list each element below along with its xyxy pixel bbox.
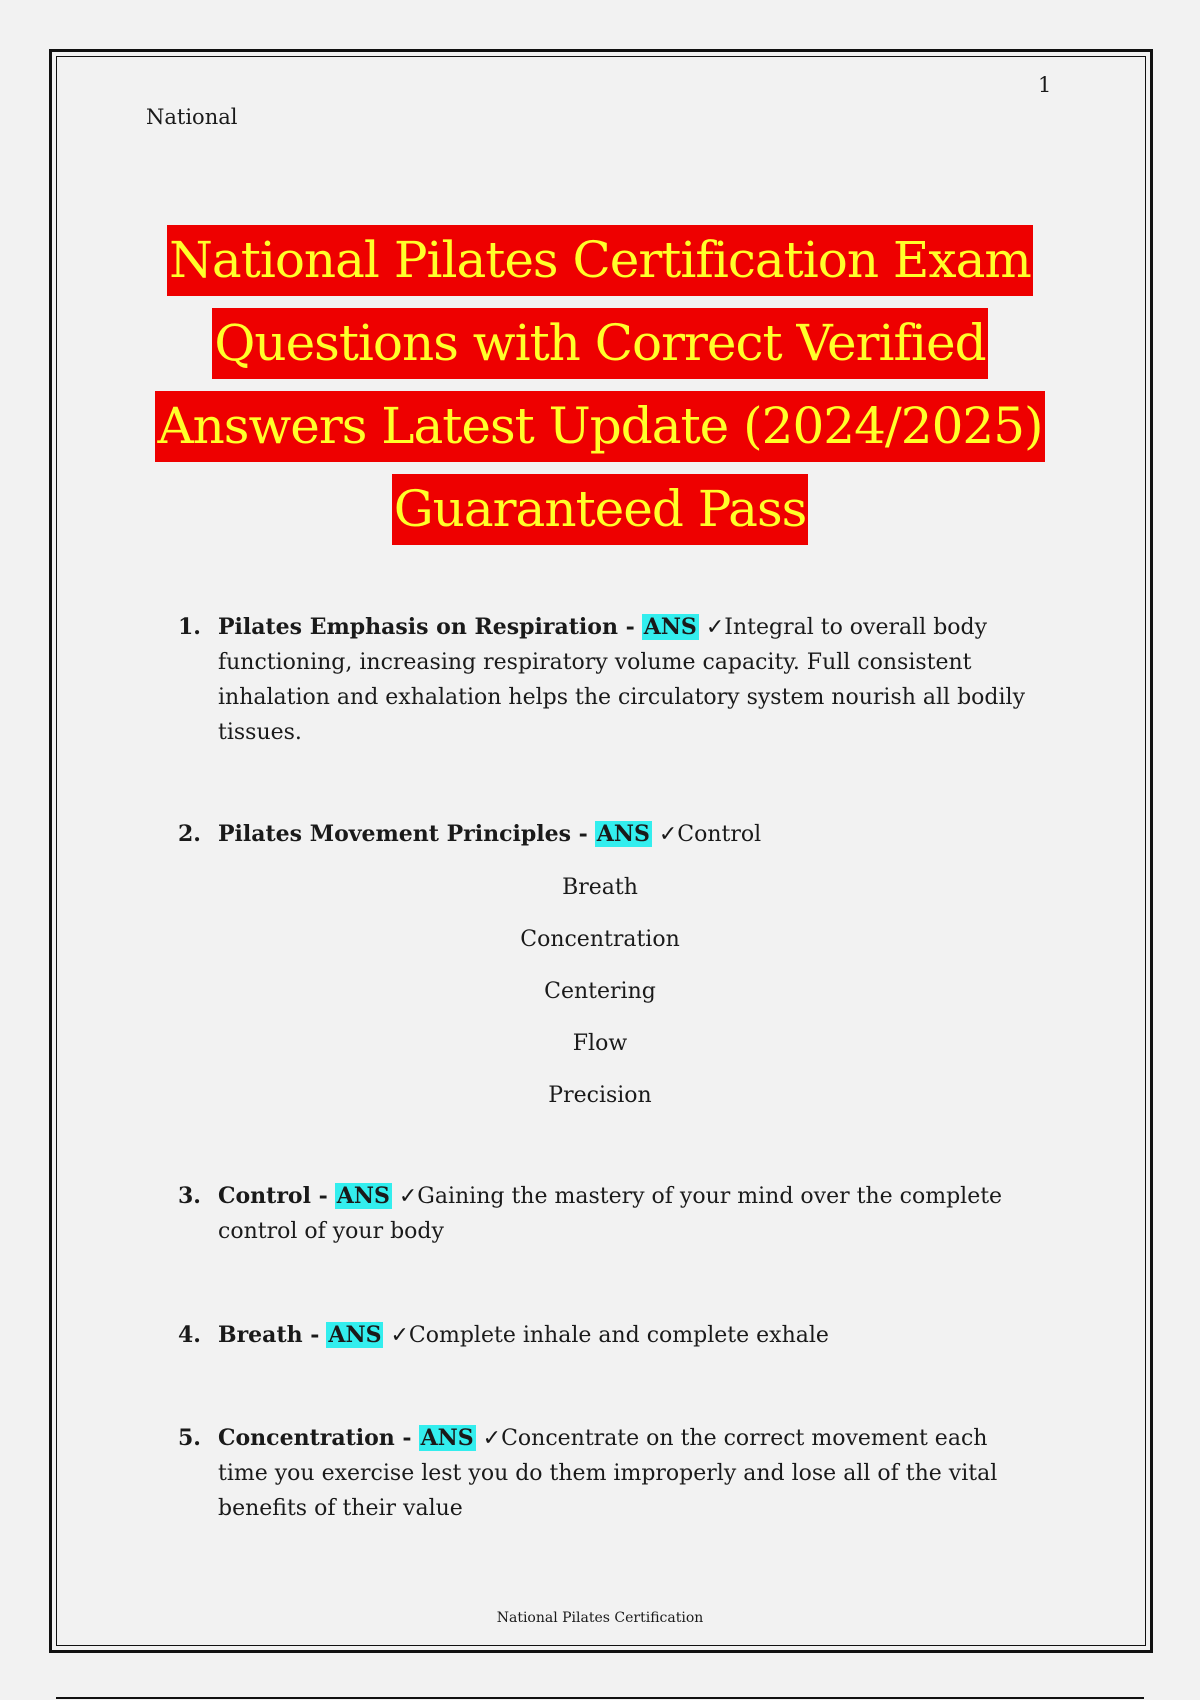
check-icon: ✓ (705, 615, 725, 640)
title-line-1: National Pilates Certification Exam (167, 225, 1033, 296)
principle-item: Breath (562, 875, 638, 900)
page-footer: National Pilates Certification (496, 1610, 704, 1626)
check-icon: ✓ (390, 1323, 409, 1348)
question-text: Control - (218, 1183, 328, 1209)
check-icon: ✓ (658, 822, 678, 847)
ans-label: ANS (420, 1425, 474, 1451)
check-icon: ✓ (398, 1184, 418, 1209)
question-item-4 (178, 1318, 1038, 1353)
question-item-5 (178, 1421, 1038, 1526)
answer-text: Integral to overall body functioning, increasing respiratory volume capacity. Full consistent inhalation and exhalation helps the circulatory system nourish all bodily tissues. (218, 615, 1025, 745)
question-text: Concentration - (218, 1425, 412, 1451)
title-line-3: Answers Latest Update (2024/2025) (155, 391, 1044, 462)
answer-text: Complete inhale and complete exhale (408, 1323, 829, 1348)
title-line-4: Guaranteed Pass (392, 474, 809, 545)
ans-label: ANS (336, 1183, 390, 1209)
ans-label: ANS (643, 614, 697, 640)
principle-item: Centering (544, 979, 656, 1004)
question-text: Pilates Movement Principles - (218, 821, 588, 847)
ans-label: ANS (596, 821, 650, 847)
principle-item: Flow (572, 1031, 628, 1056)
title-line-2: Questions with Correct Verified (212, 308, 987, 379)
movement-principles-sublist (0, 862, 1200, 1122)
question-number: 5. (178, 1425, 201, 1451)
document-title (100, 225, 1100, 557)
bottom-rule (56, 1697, 1144, 1699)
question-number: 2. (178, 821, 201, 847)
question-number: 1. (178, 614, 201, 640)
answer-text: Control (677, 822, 762, 847)
answer-text: Concentrate on the correct movement each time you exercise lest you do them improperly and lose all of the vital benefits of their value (218, 1426, 998, 1521)
question-item-1 (178, 610, 1038, 750)
principle-item: Precision (548, 1083, 652, 1108)
ans-label: ANS (328, 1322, 382, 1348)
question-text: Pilates Emphasis on Respiration - (218, 614, 635, 640)
question-item-3 (178, 1179, 1038, 1249)
header-text: National (146, 105, 238, 129)
check-icon: ✓ (482, 1426, 502, 1451)
page-number: 1 (1038, 73, 1052, 97)
question-number: 3. (178, 1183, 201, 1209)
question-item-2 (178, 817, 1038, 852)
answer-text: Gaining the mastery of your mind over the complete control of your body (218, 1184, 1003, 1244)
question-text: Breath - (218, 1322, 320, 1348)
principle-item: Concentration (520, 927, 680, 952)
question-number: 4. (178, 1322, 201, 1348)
